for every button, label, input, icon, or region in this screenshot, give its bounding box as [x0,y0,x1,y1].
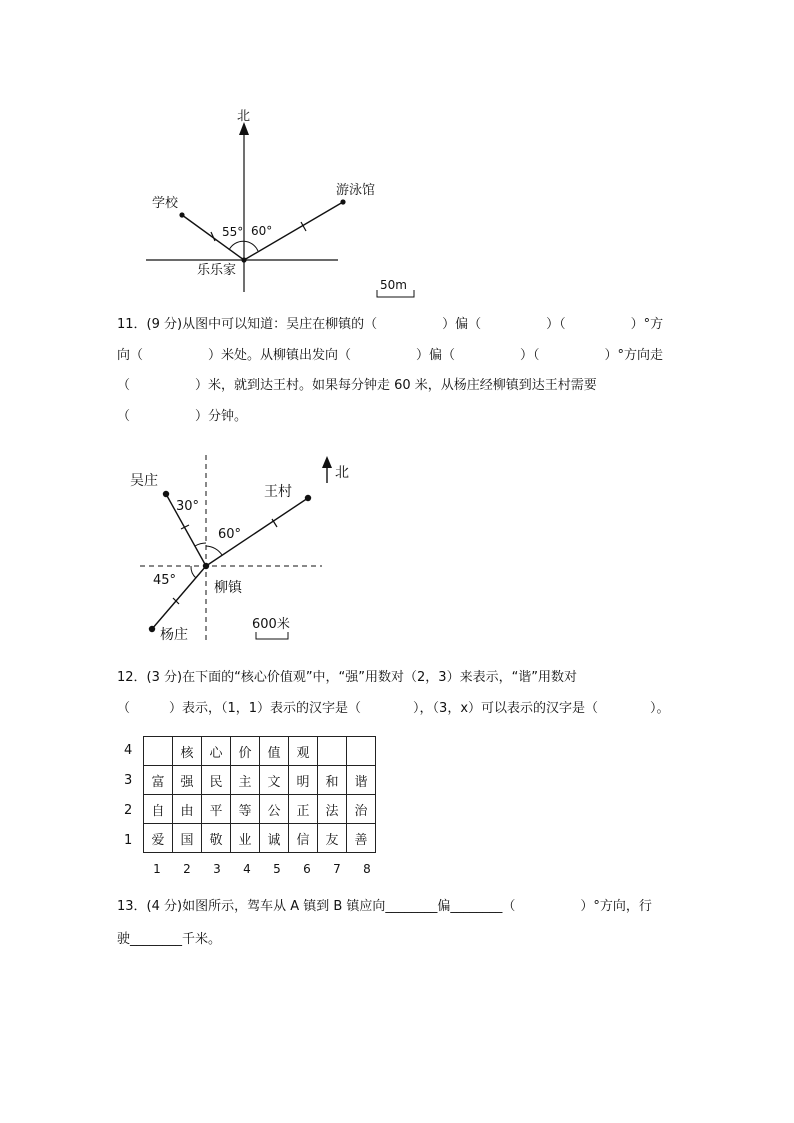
col-label: 1 [153,862,161,876]
point-pool [340,199,345,204]
grid-cell: 国 [173,824,202,853]
q13-line2: 驶________千米。 [117,932,222,947]
q12-line1: 12．(3 分)在下面的“核心价值观”中，“强”用数对（2，3）来表示，“谐”用数对 [117,670,578,685]
grid-cell: 明 [289,766,318,795]
grid-cell: 正 [289,795,318,824]
grid-cell: 由 [173,795,202,824]
grid-cell: 爱 [144,824,173,853]
point-wangcun [305,495,311,501]
wangcun-label: 王村 [264,484,292,500]
grid-cell [144,737,173,766]
q12-line2: （ ）表示，（1，1）表示的汉字是（ ），（3，x）可以表示的汉字是（ ）。 [117,701,670,716]
angle-30-label: 30° [176,499,200,514]
grid-cell: 主 [231,766,260,795]
point-liuzhen [203,563,209,569]
angle-45-label: 45° [153,573,177,588]
north-label: 北 [237,109,251,124]
scale-bar-2 [256,632,288,639]
scale-label: 50m [380,278,407,292]
grid-row [144,766,376,795]
grid-cell: 平 [202,795,231,824]
grid-cell: 诚 [260,824,289,853]
grid-cell: 治 [347,795,376,824]
core-values-grid [143,736,376,853]
grid-cell: 核 [173,737,202,766]
col-label: 2 [183,862,191,876]
school-label: 学校 [152,196,179,211]
col-label: 3 [213,862,221,876]
grid-cell: 公 [260,795,289,824]
grid-row [144,737,376,766]
grid-cell: 和 [318,766,347,795]
grid-cell: 观 [289,737,318,766]
row-label: 1 [124,833,133,848]
grid-cell [347,737,376,766]
grid-cell: 法 [318,795,347,824]
grid-cell: 自 [144,795,173,824]
grid-cell [318,737,347,766]
grid-cell: 等 [231,795,260,824]
angle-arc-30 [195,543,206,546]
grid-cell: 富 [144,766,173,795]
grid-cell: 文 [260,766,289,795]
col-label: 4 [243,862,251,876]
row-label: 2 [124,803,133,818]
north-arrow-2-head [322,456,332,468]
pool-label: 游泳馆 [336,183,376,198]
grid-cell: 强 [173,766,202,795]
row-label: 3 [124,773,133,788]
col-label: 5 [273,862,281,876]
yangzhuang-label: 杨庄 [160,627,188,643]
grid-cell: 友 [318,824,347,853]
angle-left-label: 55° [222,225,244,239]
grid-row [144,795,376,824]
q13-line1: 13．(4 分)如图所示，驾车从 A 镇到 B 镇应向________偏________（ ）°方向，行 [117,899,652,914]
scale-label-2: 600米 [252,617,290,632]
grid-cell: 敬 [202,824,231,853]
angle-arc-60 [206,546,222,555]
grid-cell: 善 [347,824,376,853]
wuzhuang-label: 吴庄 [130,473,158,489]
q11-line1: 11．(9 分)从图中可以知道：吴庄在柳镇的（ ）偏（ ）（ ）°方 [117,317,664,332]
grid-cell: 信 [289,824,318,853]
col-label: 8 [363,862,371,876]
point-yangzhuang [149,626,155,632]
angle-60-label: 60° [218,527,242,542]
q11-line3: （ ）米，就到达王村。如果每分钟走 60 米，从杨庄经柳镇到达王村需要 [117,378,597,393]
col-label: 7 [333,862,341,876]
liuzhen-label: 柳镇 [214,580,242,596]
grid-cell: 业 [231,824,260,853]
point-school [179,212,184,217]
home-label: 乐乐家 [197,263,237,278]
col-label: 6 [303,862,311,876]
q11-line2: 向（ ）米处。从柳镇出发向（ ）偏（ ）（ ）°方向走 [117,348,664,363]
grid-cell: 谐 [347,766,376,795]
point-home [241,257,246,262]
grid-cell: 价 [231,737,260,766]
grid-cell: 值 [260,737,289,766]
q11-line4: （ ）分钟。 [117,409,248,424]
north-label-2: 北 [335,465,349,481]
angle-right-label: 60° [251,224,273,238]
point-wuzhuang [163,491,169,497]
angle-arc-45 [191,566,196,578]
row-label: 4 [124,743,133,758]
grid-row [144,824,376,853]
grid-cell: 心 [202,737,231,766]
grid-cell: 民 [202,766,231,795]
